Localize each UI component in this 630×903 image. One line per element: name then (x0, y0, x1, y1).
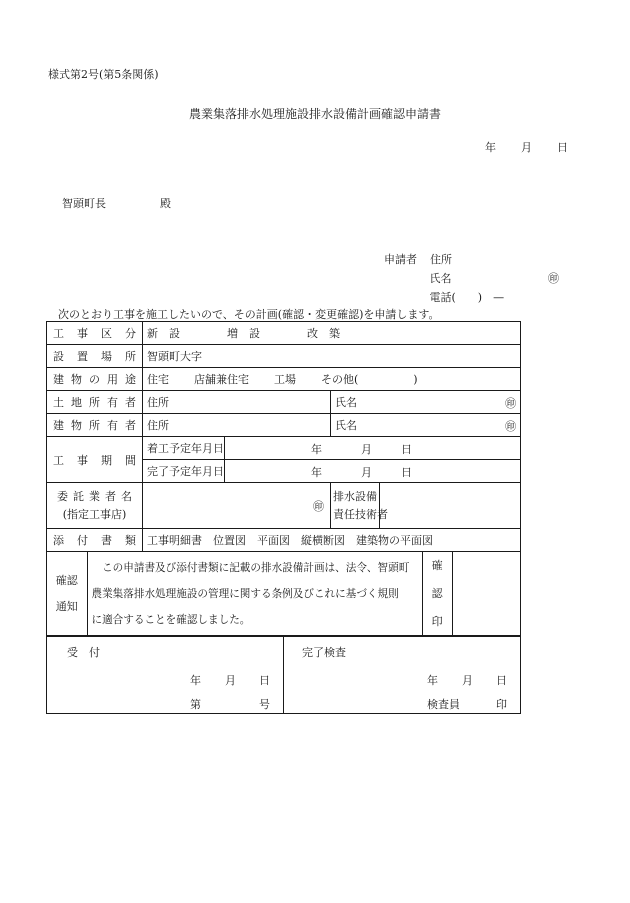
building-owner-label: 建物所有者 (47, 414, 143, 437)
engineer-label-2: 責任技術者 (333, 507, 388, 521)
row-period-start (47, 437, 521, 460)
building-owner-address-label: 住所 (147, 419, 169, 432)
start-month: 月 (361, 443, 372, 456)
start-day: 日 (401, 443, 412, 456)
application-date (485, 139, 568, 155)
office-use-table (46, 635, 521, 714)
location-value: 智頭町大字 (143, 345, 521, 368)
confirmation-text (87, 552, 422, 636)
confirmation-label-cell (47, 552, 87, 636)
confirmation-seal-box (452, 552, 520, 636)
reception-month: 月 (225, 674, 236, 687)
land-owner-name (331, 391, 521, 414)
option-new: 新 設 (147, 327, 180, 340)
applicant-phone-label: 電話( ) — (429, 291, 505, 304)
engineer-value (380, 483, 521, 529)
reception-cell (47, 636, 284, 714)
engineer-label-1: 排水設備 (333, 489, 377, 503)
end-day: 日 (401, 466, 412, 479)
attachments-value: 工事明細書 位置図 平面図 縦横断図 建築物の平面図 (143, 529, 521, 552)
reception-no-prefix: 第 (190, 698, 201, 711)
row-land-owner (47, 391, 521, 414)
inspector-seal: 印 (496, 698, 507, 711)
confirmation-cell (47, 552, 521, 637)
work-type-label: 工事区分 (47, 322, 143, 345)
contractor-seal: ㊞ (313, 500, 324, 513)
building-use-label: 建物の用途 (47, 368, 143, 391)
applicant-address-label: 住所 (430, 253, 452, 266)
use-other: その他( ) (321, 373, 418, 386)
row-confirmation (47, 552, 521, 637)
applicant-label: 申請者 (384, 253, 417, 266)
completion-day: 日 (496, 674, 507, 687)
use-shop-house: 店舗兼住宅 (194, 373, 249, 386)
engineer-label-cell (331, 483, 388, 529)
period-end-label: 完了予定年月日 (143, 460, 225, 483)
building-owner-name-label: 氏名 (335, 419, 357, 432)
completion-year: 年 (427, 674, 438, 687)
row-building-use (47, 368, 521, 391)
land-owner-address-label: 住所 (147, 396, 169, 409)
confirmation-seal-label (422, 552, 452, 636)
building-owner-seal: ㊞ (505, 420, 517, 433)
land-owner-name-label: 氏名 (335, 396, 357, 409)
building-owner-address (143, 414, 331, 437)
reception-day: 日 (259, 674, 270, 687)
confirmation-label-1: 確認 (55, 574, 78, 587)
date-year: 年 (485, 141, 496, 154)
application-table (46, 321, 521, 637)
end-month: 月 (361, 466, 372, 479)
intro-text: 次のとおり工事を施工したいので、その計画(確認・変更確認)を申請します。 (58, 308, 440, 321)
confirmation-line-1: この申請書及び添付書類に記載の排水設備計画は、法令、智頭町 (91, 562, 410, 574)
use-house: 住宅 (147, 373, 169, 386)
honorific: 殿 (160, 197, 171, 210)
land-owner-address (143, 391, 331, 414)
use-factory: 工場 (274, 373, 296, 386)
period-start-date (225, 437, 521, 460)
end-year: 年 (311, 466, 322, 479)
completion-label: 完了検査 (302, 646, 346, 659)
confirmation-line-3: に適合することを確認しました。 (91, 614, 251, 626)
row-attachments (47, 529, 521, 552)
date-day: 日 (557, 141, 568, 154)
land-owner-label: 土地所有者 (47, 391, 143, 414)
form-number: 様式第2号(第5条関係) (48, 68, 159, 81)
row-building-owner (47, 414, 521, 437)
reception-no-suffix: 号 (259, 698, 270, 711)
applicant-seal: ㊞ (548, 272, 559, 285)
period-end-date (225, 460, 521, 483)
applicant-block (384, 250, 559, 307)
period-start-label: 着工予定年月日 (143, 437, 225, 460)
seal-char-3: 印 (431, 615, 443, 628)
row-contractor (47, 483, 521, 529)
period-label: 工事期間 (47, 437, 143, 483)
land-owner-seal: ㊞ (505, 397, 517, 410)
completion-month: 月 (462, 674, 473, 687)
work-type-options (143, 322, 521, 345)
contractor-value (143, 483, 331, 529)
option-renovation: 改 築 (307, 327, 340, 340)
building-owner-name (331, 414, 521, 437)
start-year: 年 (311, 443, 322, 456)
date-month: 月 (521, 141, 532, 154)
contractor-label: 委託業者名 (57, 489, 132, 503)
row-location (47, 345, 521, 368)
confirmation-label-2: 通知 (55, 600, 78, 613)
addressee: 智頭町長 (62, 197, 106, 210)
inspector-label: 検査員 (427, 698, 460, 711)
confirmation-line-2: 農業集落排水処理施設の管理に関する条例及びこれに基づく規則 (91, 588, 399, 600)
reception-label: 受 付 (67, 646, 100, 659)
form-title: 農業集落排水処理施設排水設備計画確認申請書 (188, 107, 441, 121)
contractor-sublabel: (指定工事店) (62, 507, 127, 521)
option-extension: 増 設 (227, 327, 260, 340)
location-label: 設置場所 (47, 345, 143, 368)
building-use-options (143, 368, 521, 391)
completion-cell (284, 636, 521, 714)
row-work-type (47, 322, 521, 345)
contractor-label-cell (47, 483, 143, 529)
reception-year: 年 (190, 674, 201, 687)
applicant-name-label: 氏名 (429, 272, 452, 285)
attachments-label: 添付書類 (47, 529, 143, 552)
seal-char-2: 認 (431, 587, 443, 600)
seal-char-1: 確 (431, 559, 443, 572)
